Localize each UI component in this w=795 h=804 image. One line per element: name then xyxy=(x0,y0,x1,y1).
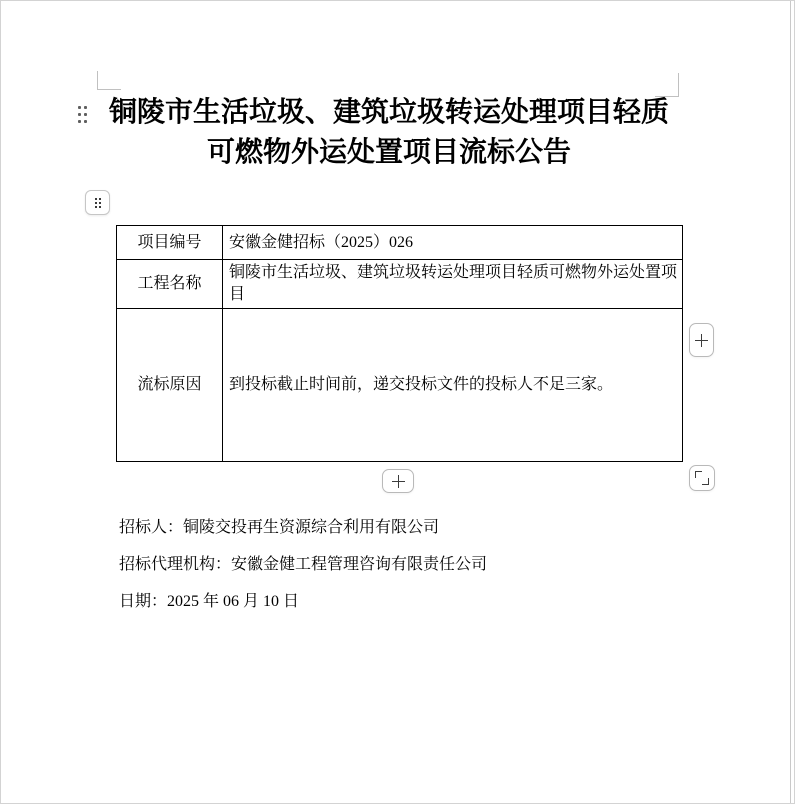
plus-icon xyxy=(695,334,708,347)
footer-paragraphs xyxy=(119,516,679,627)
date-line[interactable]: 日期：2025 年 06 月 10 日 xyxy=(119,593,300,610)
document-title[interactable]: 铜陵市生活垃圾、建筑垃圾转运处理项目轻质可燃物外运处置项目流标公告 xyxy=(108,97,669,168)
row-label-cell[interactable]: 项目编号 xyxy=(117,226,223,260)
grip-dot xyxy=(84,113,87,116)
table-row-failure-reason xyxy=(117,309,683,462)
paragraph-drag-handle[interactable] xyxy=(78,106,87,123)
corner-bottom-right xyxy=(702,478,709,485)
plus-icon xyxy=(392,475,405,488)
text-boundary-mark-top-left xyxy=(97,71,121,90)
page-right-border xyxy=(790,1,791,804)
row-label-cell[interactable]: 工程名称 xyxy=(117,260,223,309)
row-value-cell[interactable]: 到投标截止时间前，递交投标文件的投标人不足三家。 xyxy=(223,309,683,462)
row-label-cell[interactable]: 流标原因 xyxy=(117,309,223,462)
agency-line[interactable]: 招标代理机构：安徽金健工程管理咨询有限责任公司 xyxy=(119,556,488,573)
grip-dot xyxy=(95,206,97,208)
grip-dot xyxy=(95,198,97,200)
grip-dot xyxy=(84,120,87,123)
grip-dot xyxy=(99,198,101,200)
grip-dot xyxy=(95,202,97,204)
bidder-line[interactable]: 招标人：铜陵交投再生资源综合利用有限公司 xyxy=(119,519,440,536)
table-row-project-number xyxy=(117,226,683,260)
row-value-cell[interactable]: 安徽金健招标（2025）026 xyxy=(223,226,683,260)
grip-dot xyxy=(84,106,87,109)
grip-dot xyxy=(99,206,101,208)
add-row-button[interactable] xyxy=(382,469,414,493)
grip-dot xyxy=(78,106,81,109)
grip-dot xyxy=(99,202,101,204)
grip-dot xyxy=(78,113,81,116)
row-value-cell[interactable]: 铜陵市生活垃圾、建筑垃圾转运处理项目轻质可燃物外运处置项目 xyxy=(223,260,683,309)
table-drag-handle-button[interactable] xyxy=(85,190,110,215)
add-column-button[interactable] xyxy=(689,323,714,357)
table-row-project-name xyxy=(117,260,683,309)
corner-top-left xyxy=(695,471,702,478)
resize-corner-icon xyxy=(695,471,709,485)
grip-dot xyxy=(78,120,81,123)
announcement-table xyxy=(116,225,683,462)
grip-dots-icon xyxy=(95,198,101,208)
table-resize-button[interactable] xyxy=(689,465,715,491)
